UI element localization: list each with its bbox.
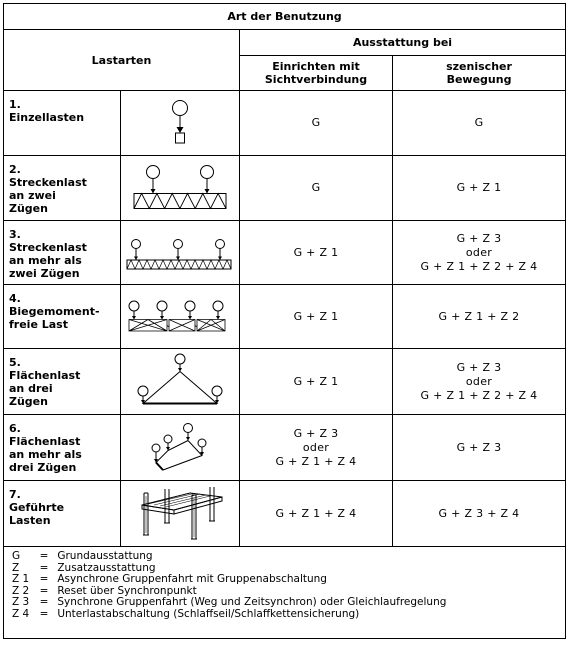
line-load-many-hoists-icon [124,228,236,278]
moment-free-load-icon [124,292,236,342]
table-row [4,415,566,481]
area-load-three-hoists-icon [124,351,236,413]
szenisch-value: G + Z 1 [393,156,566,221]
einrichten-value: G + Z 1 [240,285,393,349]
load-figure-cell [121,415,240,481]
area-load-many-hoists-icon [135,418,225,478]
load-type-cell: 5.Flächenlast an drei Zügen [4,349,121,415]
load-type-cell: 2.Streckenlast an zwei Zügen [4,156,121,221]
load-figure-cell [121,91,240,156]
table-row [4,481,566,547]
load-figure-cell [121,221,240,285]
load-type-cell: 3.Streckenlast an mehr als zwei Zügen [4,221,121,285]
guided-load-icon [130,483,230,545]
load-figure-cell [121,285,240,349]
legend-item: G = Grundausstattung [12,550,153,562]
load-figure-cell [121,349,240,415]
table-row [4,91,566,156]
legend-item: Z = Zusatzausstattung [12,561,156,574]
legend-item: Z 1 = Asynchrone Gruppenfahrt mit Gruppenabschaltung [12,573,327,586]
legend-item: Z 4 = Unterlastabschaltung (Schlaffseil/Schlaffkettensicherung) [12,607,360,620]
table-title: Art der Benutzung [4,4,566,30]
load-type-cell: 6.Flächenlast an mehr als drei Zügen [4,415,121,481]
einrichten-value: G + Z 1 [240,221,393,285]
einrichten-value: G + Z 1 [240,349,393,415]
szenisch-value: G + Z 3 oder G + Z 1 + Z 2 + Z 4 [393,221,566,285]
einrichten-value: G + Z 1 + Z 4 [240,481,393,547]
load-types-table-document [3,3,565,642]
line-load-two-hoists-icon [125,159,235,217]
table-row [4,285,566,349]
single-load-icon [150,94,210,152]
load-type-cell: 7.Geführte Lasten [4,481,121,547]
header-szenisch: szenischer Bewegung [393,56,566,91]
header-einrichten: Einrichten mit Sichtverbindung [240,56,393,91]
szenisch-value: G [393,91,566,156]
table-row [4,156,566,221]
table-row [4,349,566,415]
szenisch-value: G + Z 1 + Z 2 [393,285,566,349]
legend-item: Z 3 = Synchrone Gruppenfahrt (Weg und Zeitsynchron) oder Gleichlaufregelung [12,596,447,609]
load-types-table [3,3,566,639]
load-figure-cell [121,156,240,221]
load-type-cell: 4.Biegemoment- freie Last [4,285,121,349]
szenisch-value: G + Z 3 [393,415,566,481]
einrichten-value: G [240,156,393,221]
load-figure-cell [121,481,240,547]
legend-item: Z 2 = Reset über Synchronpunkt [12,584,197,597]
header-ausstattung: Ausstattung bei [240,30,566,56]
load-type-cell: 1.Einzellasten [4,91,121,156]
einrichten-value: G [240,91,393,156]
szenisch-value: G + Z 3 + Z 4 [393,481,566,547]
einrichten-value: G + Z 3 oder G + Z 1 + Z 4 [240,415,393,481]
table-row [4,221,566,285]
header-lastarten: Lastarten [4,30,240,91]
legend [4,547,566,639]
szenisch-value: G + Z 3 oder G + Z 1 + Z 2 + Z 4 [393,349,566,415]
